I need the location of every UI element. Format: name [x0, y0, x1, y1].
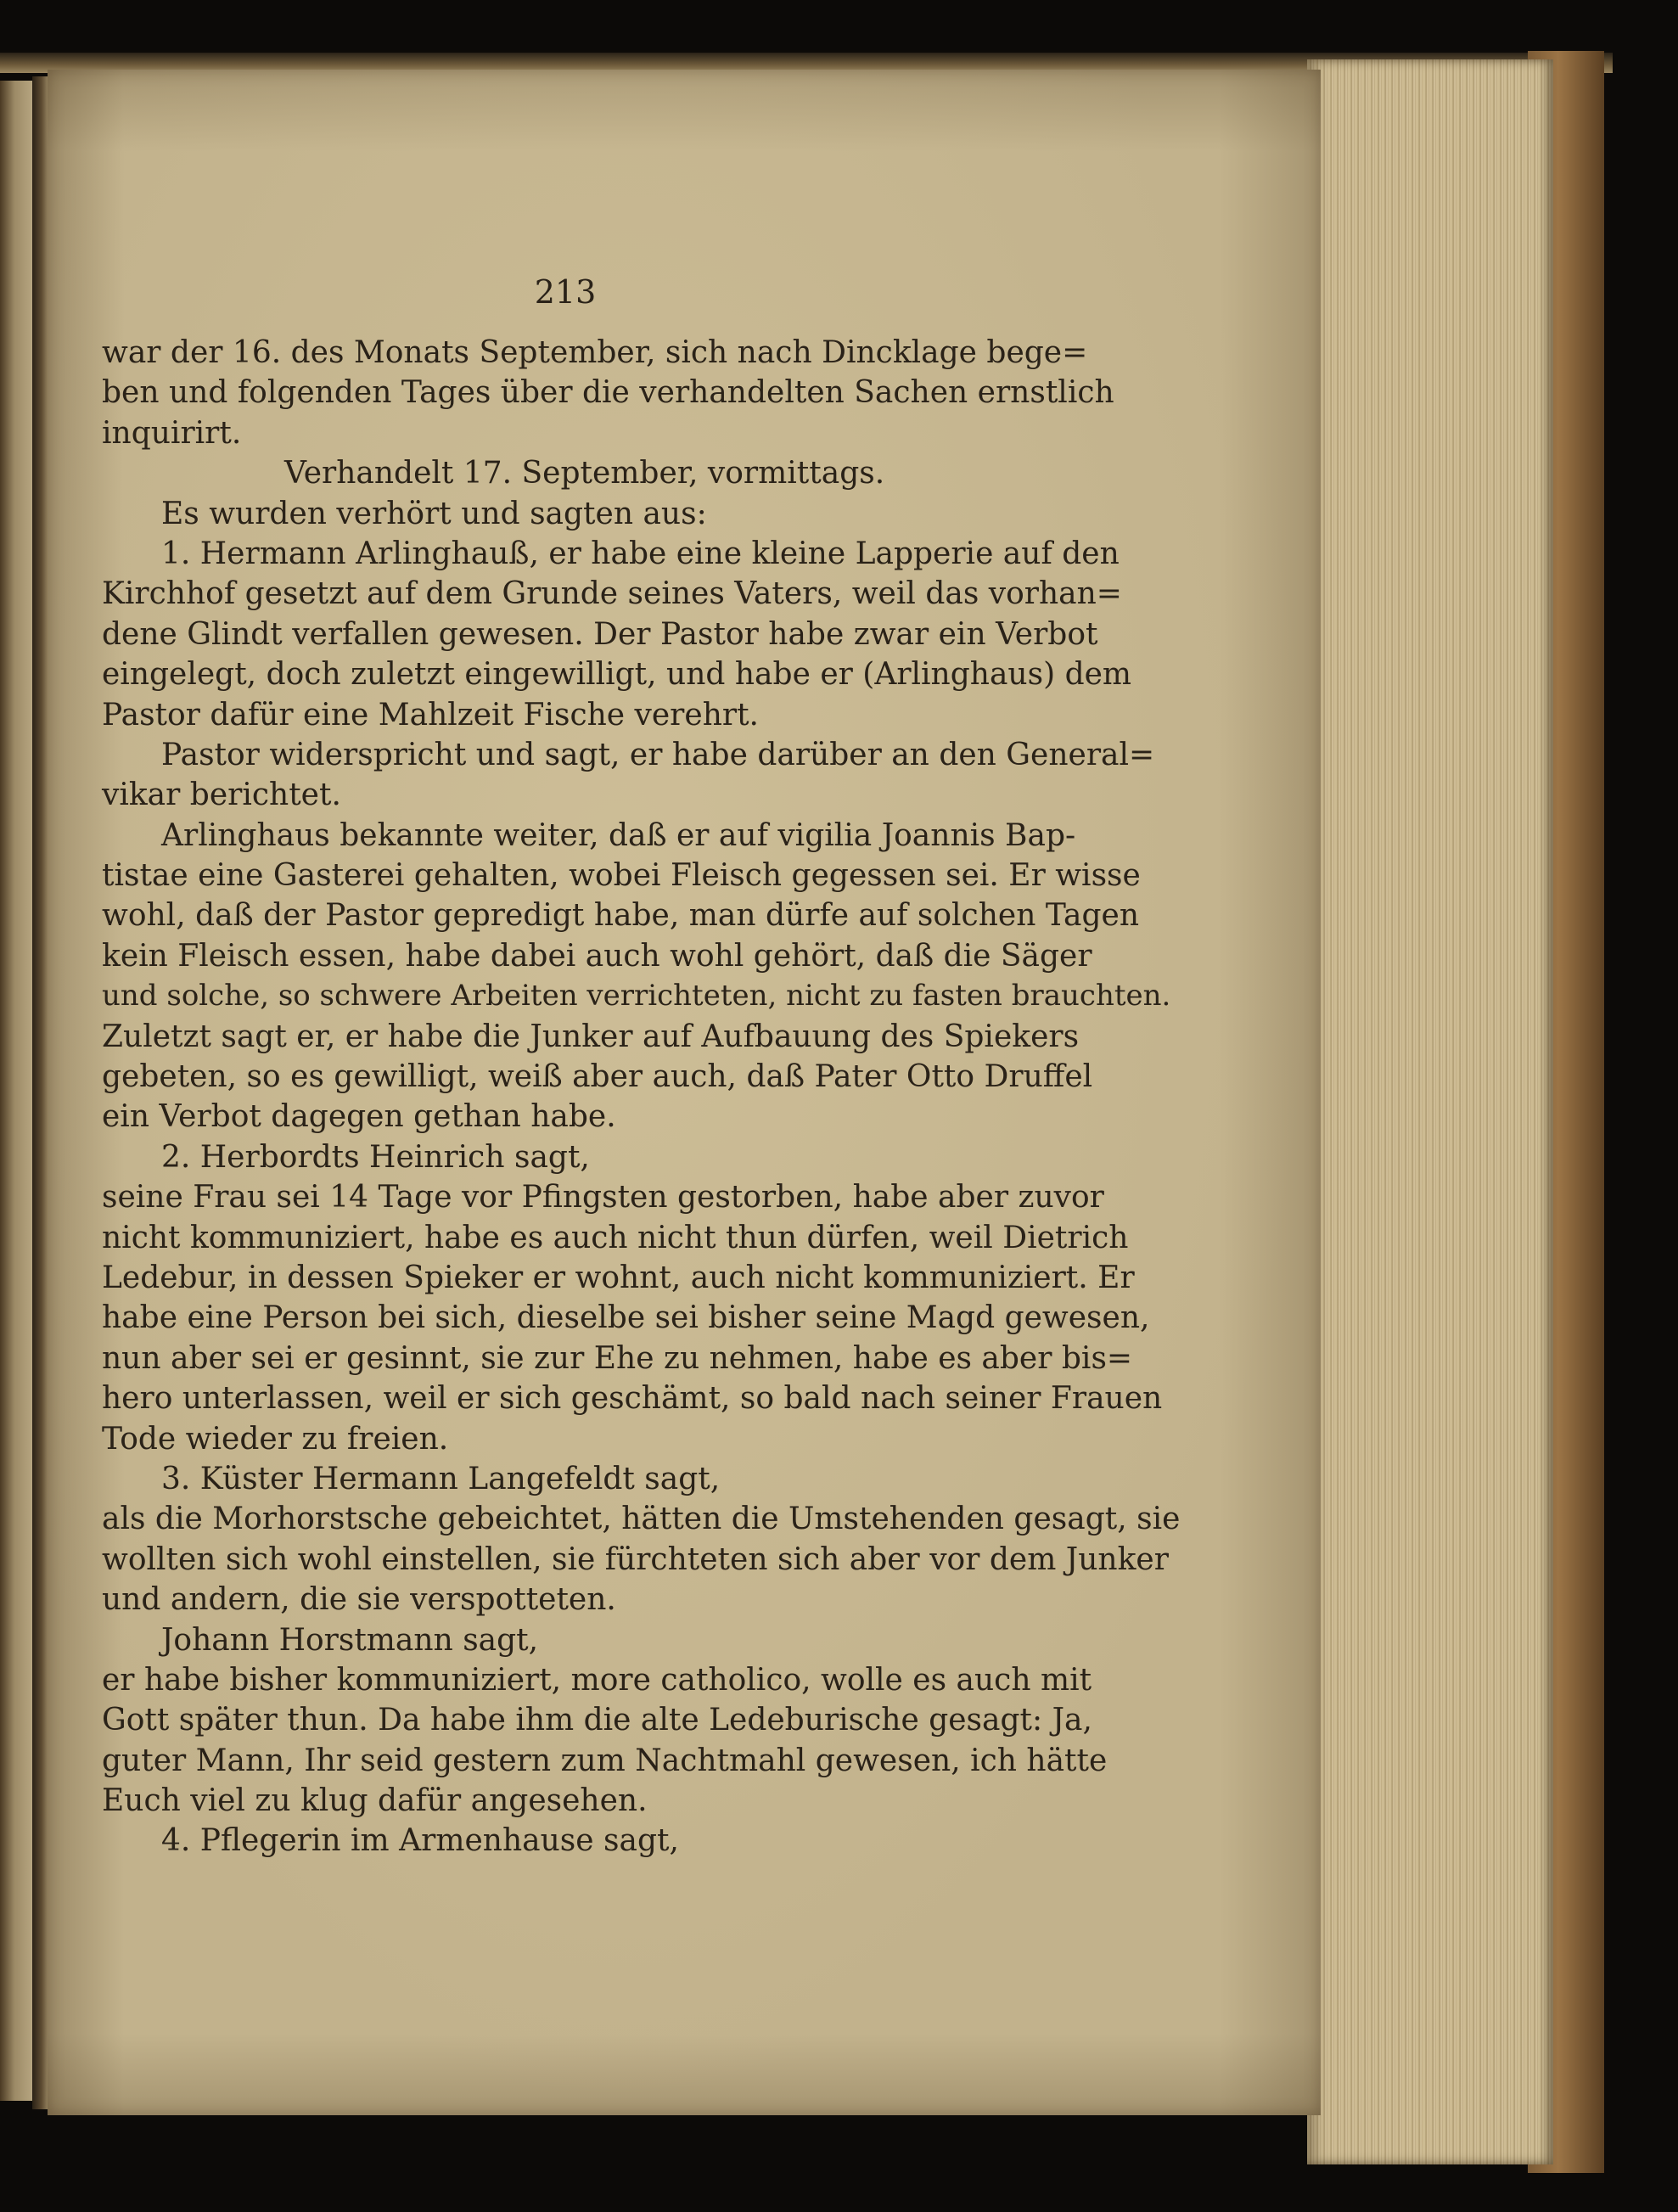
text-line: 1. Hermann Arlinghauß, er habe eine kleine Lapperie auf den	[161, 536, 1120, 571]
text-line: Johann Horstmann sagt,	[161, 1622, 539, 1658]
text-line: Pastor widerspricht und sagt, er habe darüber an den General=	[161, 737, 1155, 772]
text-line: tistae eine Gasterei gehalten, wobei Fleisch gegessen sei. Er wisse	[102, 858, 1141, 894]
text-line: als die Morhorstsche gebeichtet, hätten die Umstehenden gesagt, sie	[102, 1502, 1181, 1537]
text-line: kein Fleisch essen, habe dabei auch wohl gehört, daß die Säger	[102, 938, 1092, 974]
text-line: 4. Pflegerin im Armenhause sagt,	[161, 1823, 679, 1859]
text-line: Zuletzt sagt er, er habe die Junker auf Aufbauung des Spiekers	[102, 1019, 1080, 1054]
text-line: nicht kommuniziert, habe es auch nicht thun dürfen, weil Dietrich	[102, 1220, 1129, 1255]
text-line: Verhandelt 17. September, vormittags.	[284, 456, 885, 491]
text-line: er habe bisher kommuniziert, more catholico, wolle es auch mit	[102, 1662, 1092, 1698]
text-line: inquirirt.	[102, 415, 242, 451]
text-line: dene Glindt verfallen gewesen. Der Pastor habe zwar ein Verbot	[102, 616, 1098, 652]
text-line: 2. Herbordts Heinrich sagt,	[161, 1139, 590, 1175]
text-line: war der 16. des Monats September, sich nach Dincklage bege=	[102, 335, 1088, 370]
text-line: und solche, so schwere Arbeiten verrichteten, nicht zu fasten brauchten.	[102, 979, 1171, 1013]
text-line: habe eine Person bei sich, dieselbe sei bisher seine Magd gewesen,	[102, 1300, 1150, 1336]
text-line: wollten sich wohl einstellen, sie fürchteten sich aber vor dem Junker	[102, 1541, 1169, 1577]
left-page-edge	[0, 81, 32, 2101]
text-line: eingelegt, doch zuletzt eingewilligt, und habe er (Arlinghaus) dem	[102, 657, 1132, 693]
text-line: Gott später thun. Da habe ihm die alte Ledeburische gesagt: Ja,	[102, 1703, 1092, 1738]
book-gutter	[32, 76, 48, 2109]
page-block-edge	[1307, 59, 1553, 2164]
text-line: und andern, die sie verspotteten.	[102, 1582, 616, 1618]
page-number: 213	[534, 273, 597, 311]
text-line: vikar berichtet.	[102, 778, 341, 813]
page-text	[102, 255, 1181, 1861]
text-line: nun aber sei er gesinnt, sie zur Ehe zu nehmen, habe es aber bis=	[102, 1340, 1133, 1376]
text-line: Pastor dafür eine Mahlzeit Fische verehrt.	[102, 697, 759, 733]
text-line: Es wurden verhört und sagten aus:	[161, 496, 707, 531]
text-line: hero unterlassen, weil er sich geschämt, so bald nach seiner Frauen	[102, 1381, 1163, 1417]
text-line: Euch viel zu klug dafür angesehen.	[102, 1783, 648, 1819]
text-line: wohl, daß der Pastor gepredigt habe, man dürfe auf solchen Tagen	[102, 898, 1140, 934]
text-line: ein Verbot dagegen gethan habe.	[102, 1099, 616, 1135]
text-line: gebeten, so es gewilligt, weiß aber auch, daß Pater Otto Druffel	[102, 1059, 1093, 1095]
text-line: seine Frau sei 14 Tage vor Pfingsten gestorben, habe aber zuvor	[102, 1180, 1104, 1215]
text-line: ben und folgenden Tages über die verhandelten Sachen ernstlich	[102, 375, 1114, 411]
text-line: Kirchhof gesetzt auf dem Grunde seines Vaters, weil das vorhan=	[102, 576, 1122, 612]
text-line: guter Mann, Ihr seid gestern zum Nachtmahl gewesen, ich hätte	[102, 1743, 1108, 1778]
text-line: Ledebur, in dessen Spieker er wohnt, auch nicht kommuniziert. Er	[102, 1260, 1135, 1295]
text-line: Tode wieder zu freien.	[102, 1421, 449, 1457]
text-line: Arlinghaus bekannte weiter, daß er auf vigilia Joannis Bap-	[161, 817, 1076, 853]
text-line: 3. Küster Hermann Langefeldt sagt,	[161, 1461, 721, 1496]
